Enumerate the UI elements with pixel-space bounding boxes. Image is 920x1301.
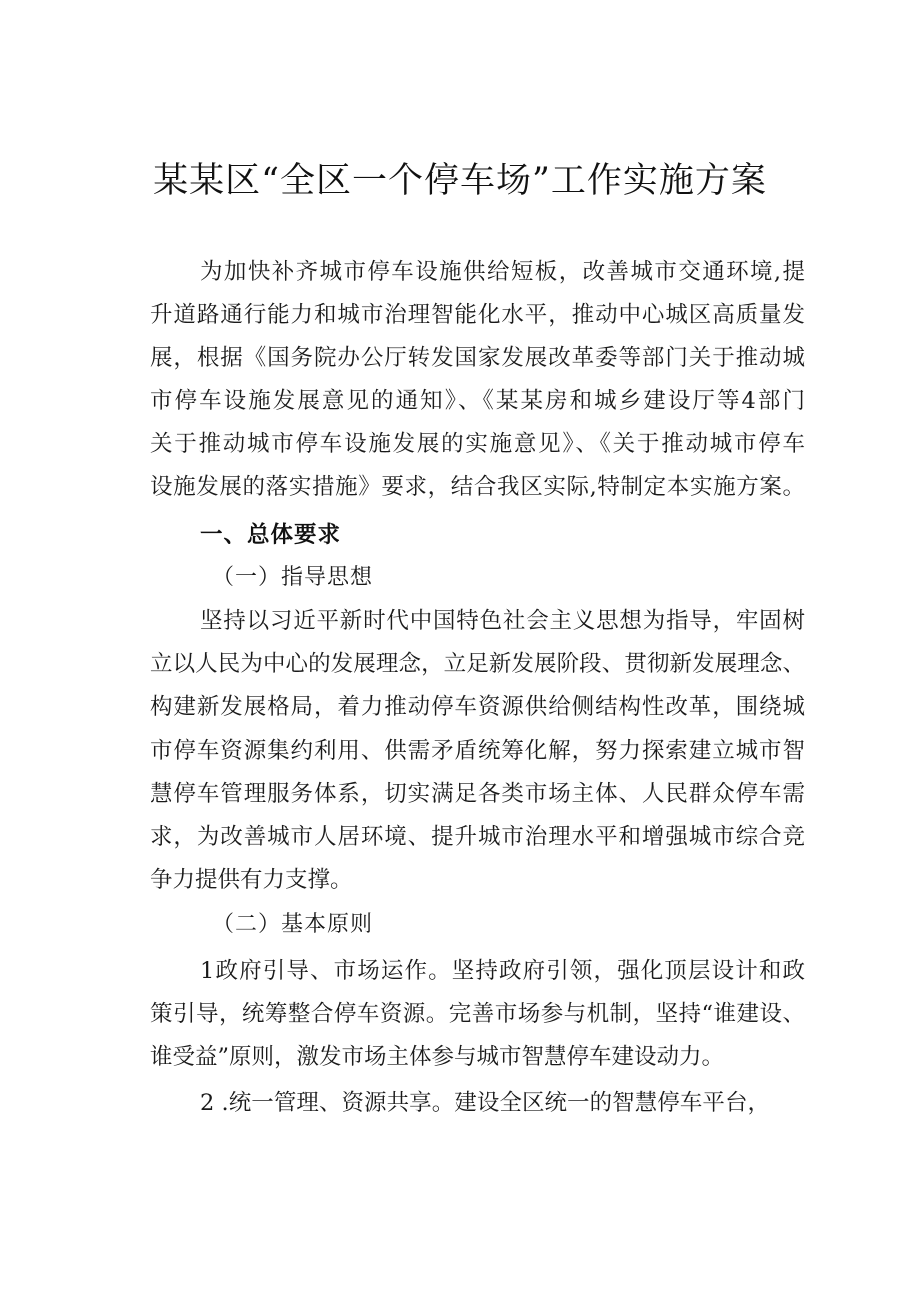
guiding-line: 争力提供有力支撑。 bbox=[150, 867, 353, 893]
subsection-heading: （二）基本原则 bbox=[212, 912, 374, 937]
principle-line: 2 .统一管理、资源共享。建设全区统一的智慧停车平台， bbox=[200, 1090, 770, 1116]
intro-line: 关于推动城市停车设施发展的实施意见》、《关于推动城市停车 bbox=[150, 431, 805, 457]
principle-line: 策引导，统筹整合停车资源。完善市场参与机制，坚持“谁建设、 bbox=[150, 1001, 805, 1027]
guiding-line: 慧停车管理服务体系，切实满足各类市场主体、人民群众停车需 bbox=[150, 781, 805, 807]
subsection-heading: （一）指导思想 bbox=[212, 565, 374, 590]
guiding-line: 市停车资源集约利用、供需矛盾统筹化解，努力探索建立城市智 bbox=[150, 738, 805, 764]
guiding-line: 立以人民为中心的发展理念，立足新发展阶段、贯彻新发展理念、 bbox=[150, 651, 805, 677]
principle-line: 1政府引导、市场运作。坚持政府引领，强化顶层设计和政 bbox=[200, 958, 805, 984]
guiding-line: 坚持以习近平新时代中国特色社会主义思想为指导，牢固树 bbox=[200, 608, 805, 634]
guiding-line: 构建新发展格局，着力推动停车资源供给侧结构性改革，围绕城 bbox=[150, 694, 805, 720]
intro-line: 市停车设施发展意见的通知》、《某某房和城乡建设厅等4部门 bbox=[150, 388, 805, 414]
document-title: 某某区“全区一个停车场”工作实施方案 bbox=[153, 161, 767, 201]
section-heading: 一、总体要求 bbox=[200, 522, 342, 548]
guiding-line: 求，为改善城市人居环境、提升城市治理水平和增强城市综合竞 bbox=[150, 824, 805, 850]
intro-line: 展，根据《国务院办公厅转发国家发展改革委等部门关于推动城 bbox=[150, 345, 805, 371]
intro-line: 升道路通行能力和城市治理智能化水平，推动中心城区高质量发 bbox=[150, 302, 805, 328]
intro-line: 为加快补齐城市停车设施供给短板，改善城市交通环境,提 bbox=[200, 259, 805, 285]
principle-line: 谁受益”原则，激发市场主体参与城市智慧停车建设动力。 bbox=[150, 1044, 725, 1070]
intro-line: 设施发展的落实措施》要求，结合我区实际,特制定本实施方案。 bbox=[150, 474, 805, 500]
